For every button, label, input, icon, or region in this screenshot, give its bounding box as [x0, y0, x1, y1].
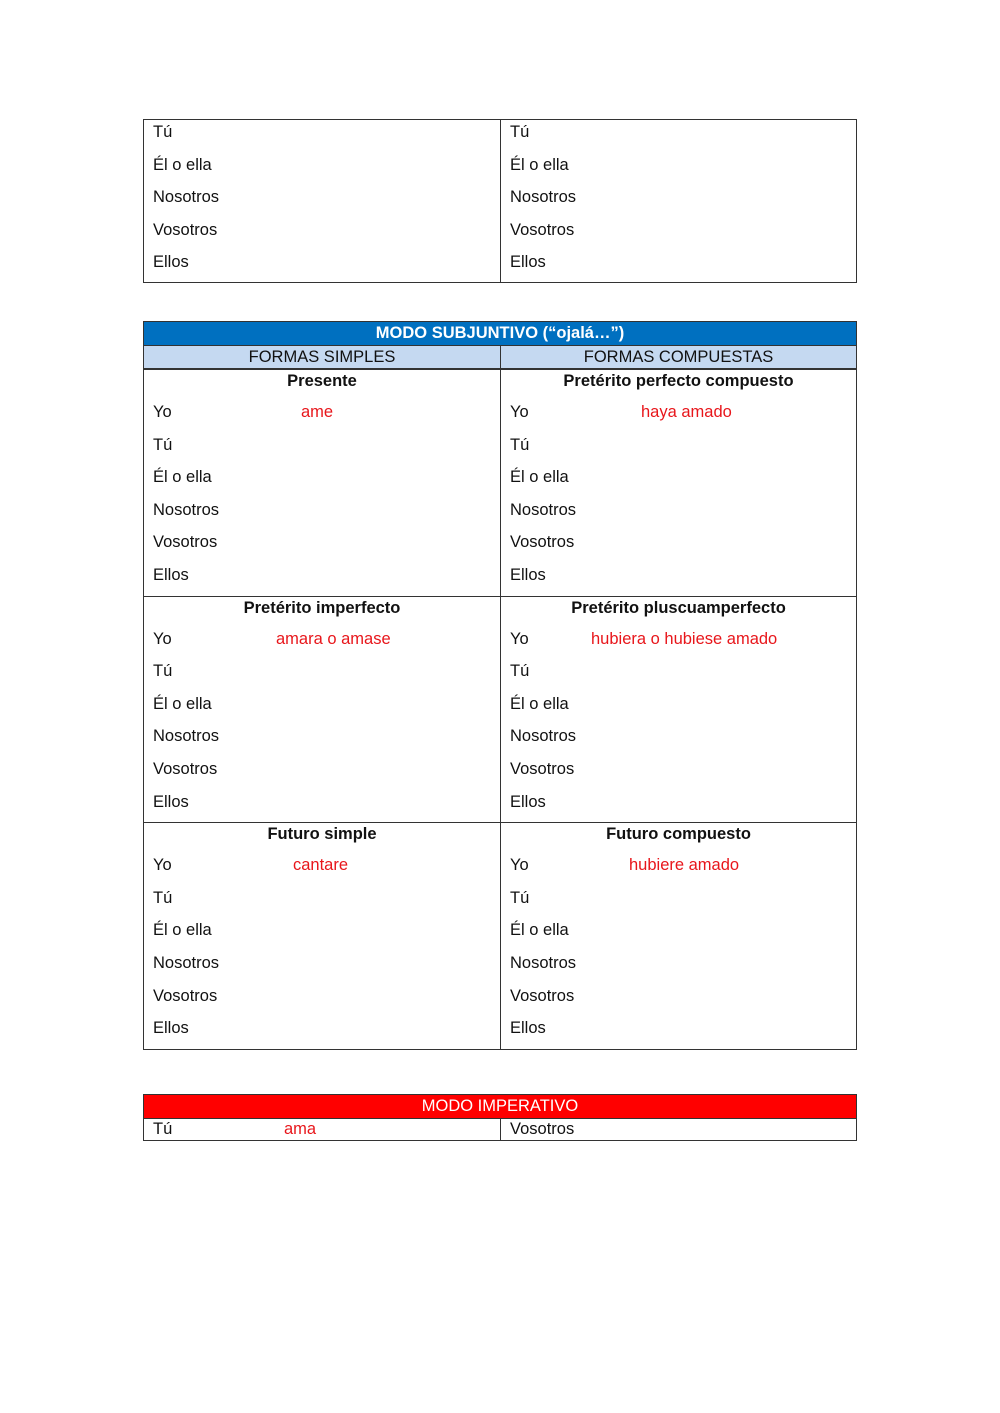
pronoun-label: Tú [153, 123, 173, 141]
pronoun-label: Vosotros [510, 1120, 575, 1138]
imperativo-vosotros-cell [500, 1119, 856, 1140]
pronoun-label: Ellos [510, 792, 546, 811]
pronoun-label: Vosotros [153, 986, 218, 1005]
simple-forms-header: FORMAS SIMPLES [248, 348, 396, 366]
example-answer: haya amado [641, 403, 732, 421]
pronoun-label: Yo [153, 629, 172, 648]
simple-tense-cell [144, 823, 500, 1049]
compound-tense-cell [500, 823, 856, 1049]
pronoun-label: Tú [510, 123, 530, 141]
tense-block [144, 822, 856, 1049]
pronoun-label: Él o ella [153, 921, 212, 940]
pronoun-label: Él o ella [510, 468, 569, 487]
pronoun-label: Nosotros [510, 953, 577, 972]
simple-tense-cell [144, 597, 500, 823]
pronoun-label: Tú [153, 662, 173, 681]
pronoun-label: Vosotros [153, 533, 218, 552]
compound-tense-cell [500, 597, 856, 823]
tense-block [144, 596, 856, 823]
example-answer: ame [301, 403, 334, 421]
subjuntivo-table [143, 321, 857, 1050]
pronoun-label: Tú [153, 435, 173, 454]
pronoun-label: Ellos [153, 565, 189, 584]
pronoun-label: Nosotros [153, 953, 220, 972]
example-answer: ama [284, 1120, 317, 1138]
pronoun-label: Él o ella [510, 155, 569, 174]
pronoun-label: Tú [153, 888, 173, 907]
top-conjugation-table [143, 119, 857, 283]
pronoun-label: Ellos [510, 565, 546, 584]
compound-forms-header: FORMAS COMPUESTAS [500, 346, 856, 368]
imperativo-tu-cell [144, 1119, 500, 1140]
pronoun-label: Él o ella [510, 921, 569, 940]
simple-tense-cell [144, 370, 500, 596]
pronoun-label: Nosotros [510, 500, 577, 519]
tense-title: Pretérito pluscuamperfecto [571, 598, 786, 617]
imperativo-table [143, 1094, 857, 1141]
pronoun-label: Tú [510, 435, 530, 454]
pronoun-label: Tú [510, 888, 530, 907]
example-answer: cantare [293, 856, 349, 875]
pronoun-label: Vosotros [510, 220, 575, 239]
pronoun-label: Ellos [510, 253, 546, 272]
subjuntivo-title: MODO SUBJUNTIVO (“ojalá…”) [144, 322, 856, 346]
pronoun-label: Él o ella [153, 694, 212, 713]
tense-title: Futuro simple [267, 825, 377, 844]
pronoun-label: Ellos [153, 792, 189, 811]
tense-title: Presente [287, 372, 357, 390]
top-left-column [144, 120, 500, 283]
tense-title: Pretérito imperfecto [243, 598, 401, 617]
pronoun-label: Vosotros [510, 759, 575, 778]
tense-block [144, 369, 856, 596]
pronoun-label: Vosotros [510, 986, 575, 1005]
pronoun-label: Tú [510, 662, 530, 681]
tense-title: Futuro compuesto [606, 825, 751, 844]
imperativo-title: MODO IMPERATIVO [144, 1095, 856, 1119]
pronoun-label: Nosotros [510, 188, 577, 207]
example-answer: amara o amase [276, 629, 391, 648]
pronoun-label: Ellos [153, 1019, 189, 1038]
pronoun-label: Yo [510, 403, 529, 421]
top-right-column [500, 120, 856, 282]
pronoun-label: Ellos [510, 1019, 546, 1038]
pronoun-label: Ellos [153, 253, 189, 272]
tense-title: Pretérito perfecto compuesto [563, 372, 794, 390]
pronoun-label: Vosotros [153, 220, 218, 239]
pronoun-label: Vosotros [153, 759, 218, 778]
pronoun-label: Tú [153, 1120, 173, 1138]
pronoun-label: Él o ella [153, 468, 212, 487]
pronoun-label: Yo [510, 629, 529, 648]
pronoun-label: Nosotros [153, 500, 220, 519]
forms-header-row [144, 346, 856, 369]
pronoun-label: Yo [153, 403, 172, 421]
compound-tense-cell [500, 370, 856, 596]
pronoun-label: Nosotros [153, 188, 220, 207]
pronoun-label: Él o ella [510, 694, 569, 713]
pronoun-label: Nosotros [510, 727, 577, 746]
example-answer: hubiere amado [629, 856, 740, 875]
pronoun-label: Yo [153, 856, 172, 875]
pronoun-label: Nosotros [153, 727, 220, 746]
example-answer: hubiera o hubiese amado [591, 629, 778, 648]
pronoun-label: Vosotros [510, 533, 575, 552]
pronoun-label: Yo [510, 856, 529, 875]
pronoun-label: Él o ella [153, 155, 212, 174]
